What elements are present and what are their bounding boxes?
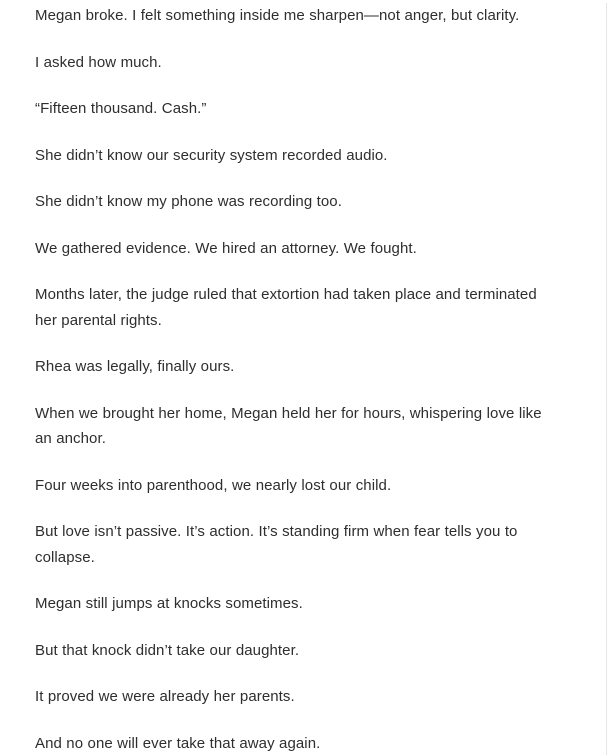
paragraph: It proved we were already her parents. [35, 684, 561, 710]
paragraph: But that knock didn’t take our daughter. [35, 638, 561, 664]
paragraph: She didn’t know my phone was recording too. [35, 189, 561, 215]
paragraph: We gathered evidence. We hired an attorney. We fought. [35, 236, 561, 262]
paragraph: “Fifteen thousand. Cash.” [35, 96, 561, 122]
paragraph: And no one will ever take that away again. [35, 731, 561, 756]
paragraph: When we brought her home, Megan held her for hours, whispering love like an anchor. [35, 401, 561, 452]
paragraph: Megan still jumps at knocks sometimes. [35, 591, 561, 617]
paragraph: Four weeks into parenthood, we nearly lost our child. [35, 473, 561, 499]
paragraph: But love isn’t passive. It’s action. It’s standing firm when fear tells you to collapse. [35, 519, 561, 570]
paragraph: Megan broke. I felt something inside me sharpen—not anger, but clarity. [35, 3, 561, 29]
paragraph: Rhea was legally, finally ours. [35, 354, 561, 380]
paragraph: She didn’t know our security system recorded audio. [35, 143, 561, 169]
paragraph: I asked how much. [35, 50, 561, 76]
article-body [0, 3, 607, 756]
paragraph: Months later, the judge ruled that extortion had taken place and terminated her parental rights. [35, 282, 561, 333]
article-page [0, 3, 607, 755]
